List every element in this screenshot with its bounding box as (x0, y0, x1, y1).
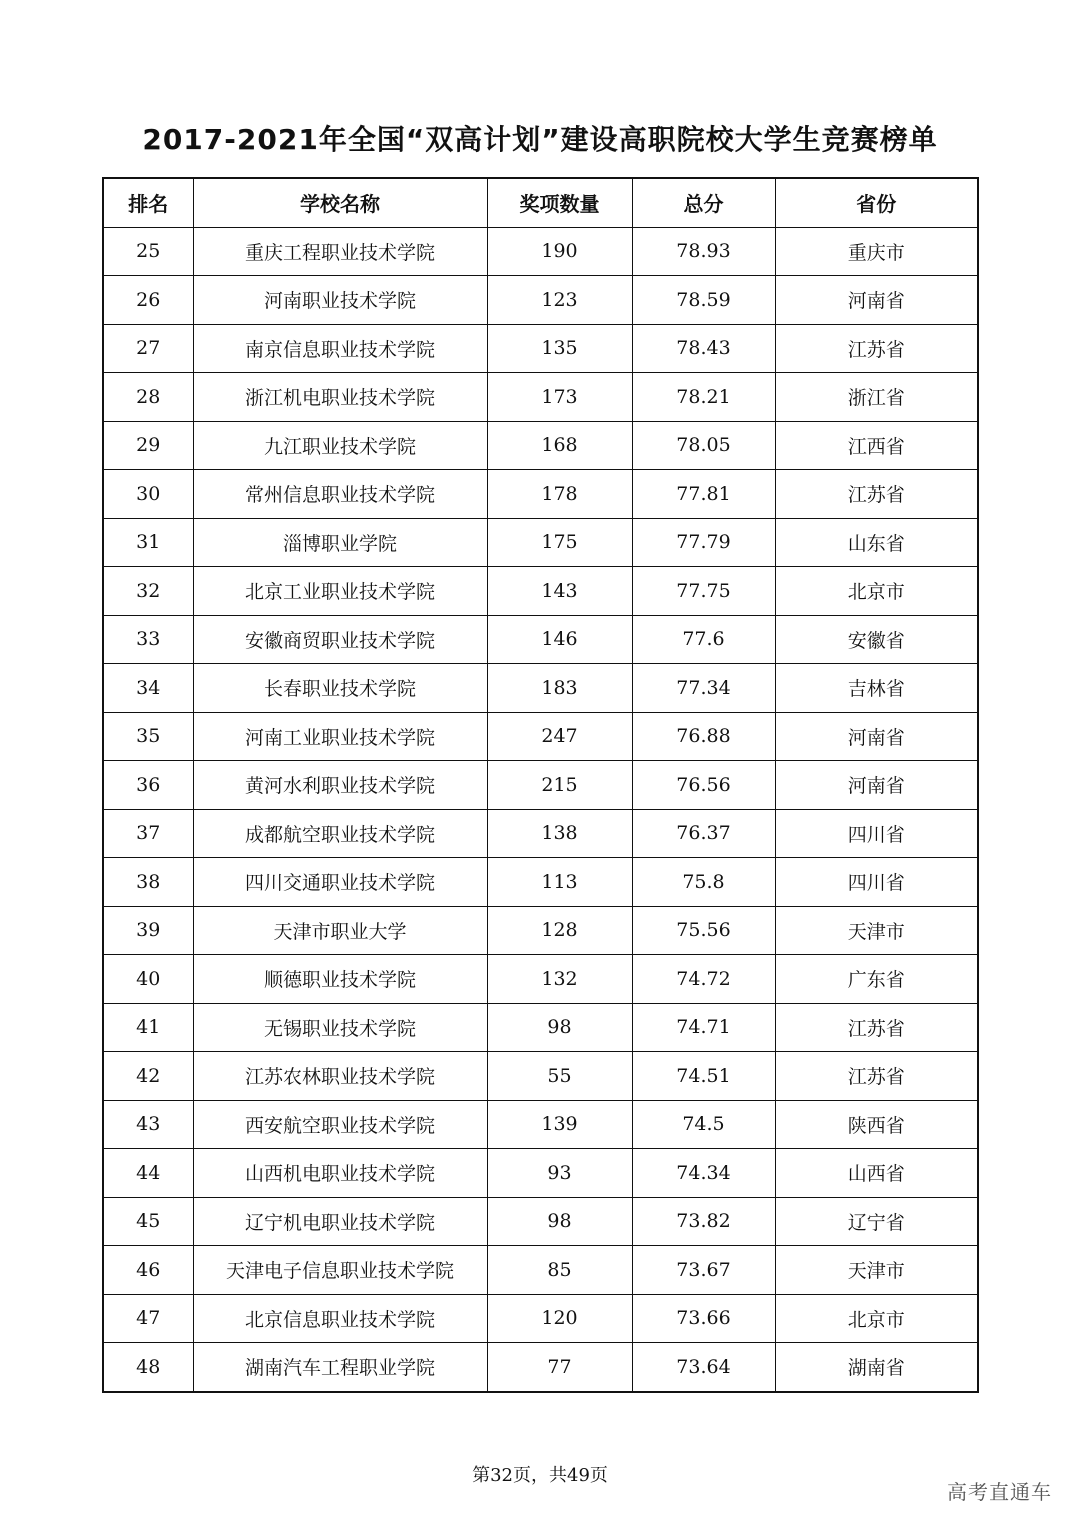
cell-rank: 30 (103, 470, 193, 519)
cell-total-score: 75.56 (632, 906, 775, 955)
cell-total-score: 74.5 (632, 1100, 775, 1149)
cell-province: 江西省 (775, 421, 978, 470)
cell-award-count: 215 (487, 761, 632, 810)
cell-total-score: 78.93 (632, 227, 775, 276)
table-header-row (103, 178, 978, 227)
cell-total-score: 77.6 (632, 615, 775, 664)
cell-rank: 40 (103, 955, 193, 1004)
cell-total-score: 73.82 (632, 1197, 775, 1246)
cell-rank: 47 (103, 1294, 193, 1343)
watermark: 高考直通车 (947, 1480, 1052, 1504)
cell-rank: 41 (103, 1003, 193, 1052)
cell-award-count: 146 (487, 615, 632, 664)
cell-province: 北京市 (775, 1294, 978, 1343)
cell-award-count: 143 (487, 567, 632, 616)
cell-rank: 43 (103, 1100, 193, 1149)
header-award-count: 奖项数量 (487, 178, 632, 227)
cell-award-count: 93 (487, 1149, 632, 1198)
cell-award-count: 139 (487, 1100, 632, 1149)
cell-total-score: 76.88 (632, 712, 775, 761)
table-row (103, 1003, 978, 1052)
cell-province: 江苏省 (775, 324, 978, 373)
cell-school-name: 天津电子信息职业技术学院 (193, 1246, 487, 1295)
table-row (103, 615, 978, 664)
cell-rank: 36 (103, 761, 193, 810)
cell-rank: 42 (103, 1052, 193, 1101)
cell-school-name: 重庆工程职业技术学院 (193, 227, 487, 276)
cell-province: 河南省 (775, 761, 978, 810)
table-row (103, 1149, 978, 1198)
table-row (103, 227, 978, 276)
cell-award-count: 135 (487, 324, 632, 373)
cell-award-count: 55 (487, 1052, 632, 1101)
table-body (103, 227, 978, 1392)
cell-province: 安徽省 (775, 615, 978, 664)
cell-province: 河南省 (775, 712, 978, 761)
ranking-table (102, 177, 979, 1393)
cell-total-score: 76.56 (632, 761, 775, 810)
cell-province: 河南省 (775, 276, 978, 325)
cell-rank: 29 (103, 421, 193, 470)
document-title: 2017-2021年全国“双高计划”建设高职院校大学生竞赛榜单 (142, 123, 938, 156)
table-row (103, 1100, 978, 1149)
table-row (103, 1246, 978, 1295)
table-row (103, 1294, 978, 1343)
table-row (103, 858, 978, 907)
cell-award-count: 128 (487, 906, 632, 955)
table-row (103, 470, 978, 519)
cell-province: 浙江省 (775, 373, 978, 422)
cell-rank: 28 (103, 373, 193, 422)
cell-total-score: 74.72 (632, 955, 775, 1004)
table-row (103, 324, 978, 373)
cell-award-count: 178 (487, 470, 632, 519)
cell-award-count: 247 (487, 712, 632, 761)
table-row (103, 809, 978, 858)
cell-school-name: 西安航空职业技术学院 (193, 1100, 487, 1149)
cell-school-name: 长春职业技术学院 (193, 664, 487, 713)
cell-total-score: 74.34 (632, 1149, 775, 1198)
cell-rank: 39 (103, 906, 193, 955)
cell-school-name: 河南工业职业技术学院 (193, 712, 487, 761)
cell-award-count: 138 (487, 809, 632, 858)
cell-school-name: 北京工业职业技术学院 (193, 567, 487, 616)
header-total-score: 总分 (632, 178, 775, 227)
cell-province: 陕西省 (775, 1100, 978, 1149)
cell-total-score: 78.59 (632, 276, 775, 325)
cell-award-count: 98 (487, 1197, 632, 1246)
cell-total-score: 73.64 (632, 1343, 775, 1392)
table-row (103, 421, 978, 470)
cell-award-count: 120 (487, 1294, 632, 1343)
cell-total-score: 78.43 (632, 324, 775, 373)
cell-school-name: 成都航空职业技术学院 (193, 809, 487, 858)
cell-award-count: 98 (487, 1003, 632, 1052)
cell-school-name: 天津市职业大学 (193, 906, 487, 955)
cell-total-score: 77.75 (632, 567, 775, 616)
cell-award-count: 132 (487, 955, 632, 1004)
cell-total-score: 77.34 (632, 664, 775, 713)
cell-province: 湖南省 (775, 1343, 978, 1392)
table-row (103, 955, 978, 1004)
cell-award-count: 168 (487, 421, 632, 470)
cell-award-count: 85 (487, 1246, 632, 1295)
cell-award-count: 175 (487, 518, 632, 567)
table-row (103, 518, 978, 567)
cell-province: 辽宁省 (775, 1197, 978, 1246)
cell-total-score: 77.81 (632, 470, 775, 519)
cell-province: 江苏省 (775, 470, 978, 519)
cell-province: 山东省 (775, 518, 978, 567)
table-row (103, 906, 978, 955)
cell-total-score: 74.71 (632, 1003, 775, 1052)
cell-rank: 45 (103, 1197, 193, 1246)
cell-school-name: 安徽商贸职业技术学院 (193, 615, 487, 664)
cell-total-score: 73.67 (632, 1246, 775, 1295)
cell-rank: 37 (103, 809, 193, 858)
cell-rank: 48 (103, 1343, 193, 1392)
cell-school-name: 北京信息职业技术学院 (193, 1294, 487, 1343)
cell-school-name: 辽宁机电职业技术学院 (193, 1197, 487, 1246)
cell-province: 天津市 (775, 1246, 978, 1295)
cell-rank: 31 (103, 518, 193, 567)
cell-province: 四川省 (775, 809, 978, 858)
cell-school-name: 顺德职业技术学院 (193, 955, 487, 1004)
cell-province: 北京市 (775, 567, 978, 616)
cell-province: 广东省 (775, 955, 978, 1004)
cell-province: 江苏省 (775, 1052, 978, 1101)
cell-total-score: 73.66 (632, 1294, 775, 1343)
cell-school-name: 无锡职业技术学院 (193, 1003, 487, 1052)
cell-province: 吉林省 (775, 664, 978, 713)
cell-rank: 25 (103, 227, 193, 276)
page-number: 第32页，共49页 (472, 1465, 608, 1486)
cell-total-score: 78.21 (632, 373, 775, 422)
table-row (103, 567, 978, 616)
table-row (103, 1343, 978, 1392)
table-row (103, 1197, 978, 1246)
cell-total-score: 78.05 (632, 421, 775, 470)
cell-total-score: 74.51 (632, 1052, 775, 1101)
cell-school-name: 河南职业技术学院 (193, 276, 487, 325)
cell-award-count: 77 (487, 1343, 632, 1392)
cell-award-count: 123 (487, 276, 632, 325)
cell-rank: 46 (103, 1246, 193, 1295)
cell-rank: 38 (103, 858, 193, 907)
cell-school-name: 江苏农林职业技术学院 (193, 1052, 487, 1101)
cell-total-score: 75.8 (632, 858, 775, 907)
cell-school-name: 四川交通职业技术学院 (193, 858, 487, 907)
cell-rank: 35 (103, 712, 193, 761)
cell-province: 江苏省 (775, 1003, 978, 1052)
cell-province: 四川省 (775, 858, 978, 907)
cell-school-name: 湖南汽车工程职业学院 (193, 1343, 487, 1392)
header-province: 省份 (775, 178, 978, 227)
cell-rank: 33 (103, 615, 193, 664)
cell-total-score: 77.79 (632, 518, 775, 567)
table-row (103, 664, 978, 713)
cell-total-score: 76.37 (632, 809, 775, 858)
cell-province: 重庆市 (775, 227, 978, 276)
table-row (103, 373, 978, 422)
cell-award-count: 183 (487, 664, 632, 713)
cell-rank: 26 (103, 276, 193, 325)
cell-school-name: 常州信息职业技术学院 (193, 470, 487, 519)
cell-province: 天津市 (775, 906, 978, 955)
cell-award-count: 173 (487, 373, 632, 422)
cell-school-name: 山西机电职业技术学院 (193, 1149, 487, 1198)
table-row (103, 761, 978, 810)
cell-award-count: 190 (487, 227, 632, 276)
cell-school-name: 浙江机电职业技术学院 (193, 373, 487, 422)
table-row (103, 1052, 978, 1101)
cell-rank: 27 (103, 324, 193, 373)
cell-rank: 44 (103, 1149, 193, 1198)
cell-school-name: 南京信息职业技术学院 (193, 324, 487, 373)
cell-rank: 32 (103, 567, 193, 616)
cell-school-name: 淄博职业学院 (193, 518, 487, 567)
table-row (103, 276, 978, 325)
cell-rank: 34 (103, 664, 193, 713)
table-row (103, 712, 978, 761)
header-school-name: 学校名称 (193, 178, 487, 227)
cell-province: 山西省 (775, 1149, 978, 1198)
cell-award-count: 113 (487, 858, 632, 907)
header-rank: 排名 (103, 178, 193, 227)
cell-school-name: 九江职业技术学院 (193, 421, 487, 470)
cell-school-name: 黄河水利职业技术学院 (193, 761, 487, 810)
